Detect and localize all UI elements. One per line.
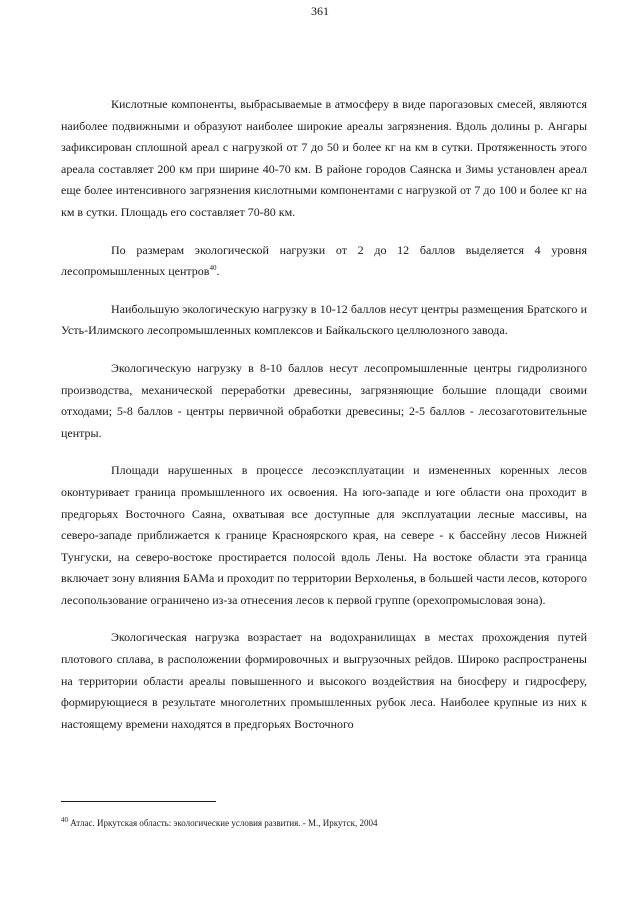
- footnote-reference[interactable]: 40: [209, 264, 217, 273]
- footnote-divider: [61, 801, 216, 802]
- paragraph-1: Кислотные компоненты, выбрасываемые в атмосферу в виде парогазовых смесей, являются наиболее подвижными и образуют наиболее широкие ареалы загрязнения. Вдоль долины р. Ангары зафиксирован сплошной ареал с нагрузкой от 7 до 50 и более кг на км в сутки. Протяженность этого ареала составляет 200 км при ширине 40-70 км. В районе городов Саянска и Зимы установлен ареал еще более интенсивного загрязнения кислотными компонентами с нагрузкой от 7 до 100 и более кг на км в сутки. Площадь его составляет 70-80 км.: [61, 97, 587, 219]
- paragraph-3: Наибольшую экологическую нагрузку в 10-12 баллов несут центры размещения Братского и Усть-Илимского лесопромышленных комплексов и Байкальского целлюлозного завода.: [61, 301, 587, 338]
- paragraph-2-text: По размерам экологической нагрузки от 2 до 12 баллов выделяется 4 уровня лесопромышленных центров: [61, 242, 587, 279]
- paragraph-6: Экологическая нагрузка возрастает на водохранилищах в местах прохождения путей плотового сплава, в расположении формировочных и выгрузочных рейдов. Широко распространены на территории области ареалы повышенного и высокого воздействия на биосферу и гидросферу, формирующиеся в результате многолетних промышленных рубок леса. Наиболее крупные из них к настоящему времени находятся в предгорьях Восточного: [61, 630, 587, 731]
- paragraph-5: Площади нарушенных в процессе лесоэксплуатации и измененных коренных лесов оконтуривает граница промышленного их освоения. На юго-западе и юге области она проходит в предгорьях Восточного Саяна, охватывая все доступные для эксплуатации лесные массивы, на северо-западе приближается к границе Красноярского края, на севере - к бассейну лесов Нижней Тунгуски, на северо-востоке простирается полосой вдоль Лены. На востоке области эта граница включает зону влияния БАМа и проходит по территории Верхоленья, в большей части лесов, которого лесопользование ограничено из-за отнесения лесов к первой группе (орехопромысловая зона).: [61, 463, 587, 607]
- paragraph-4: Экологическую нагрузку в 8-10 баллов несут лесопромышленные центры гидролизного производства, механической переработки древесины, загрязняющие большие площади своими отходами; 5-8 баллов - центры первичной обработки древесины; 2-5 баллов - лесозаготовительные центры.: [61, 360, 587, 440]
- footnote: [61, 817, 587, 829]
- paragraph-2: [61, 240, 587, 283]
- body-text: [61, 94, 587, 751]
- page-number: 361: [311, 4, 329, 18]
- footnote-text: Атлас. Иркутская область: экологические условия развития. - М., Иркутск, 2004: [68, 818, 378, 828]
- footnote-marker: 40: [61, 816, 68, 824]
- paragraph-2-period: .: [216, 264, 220, 279]
